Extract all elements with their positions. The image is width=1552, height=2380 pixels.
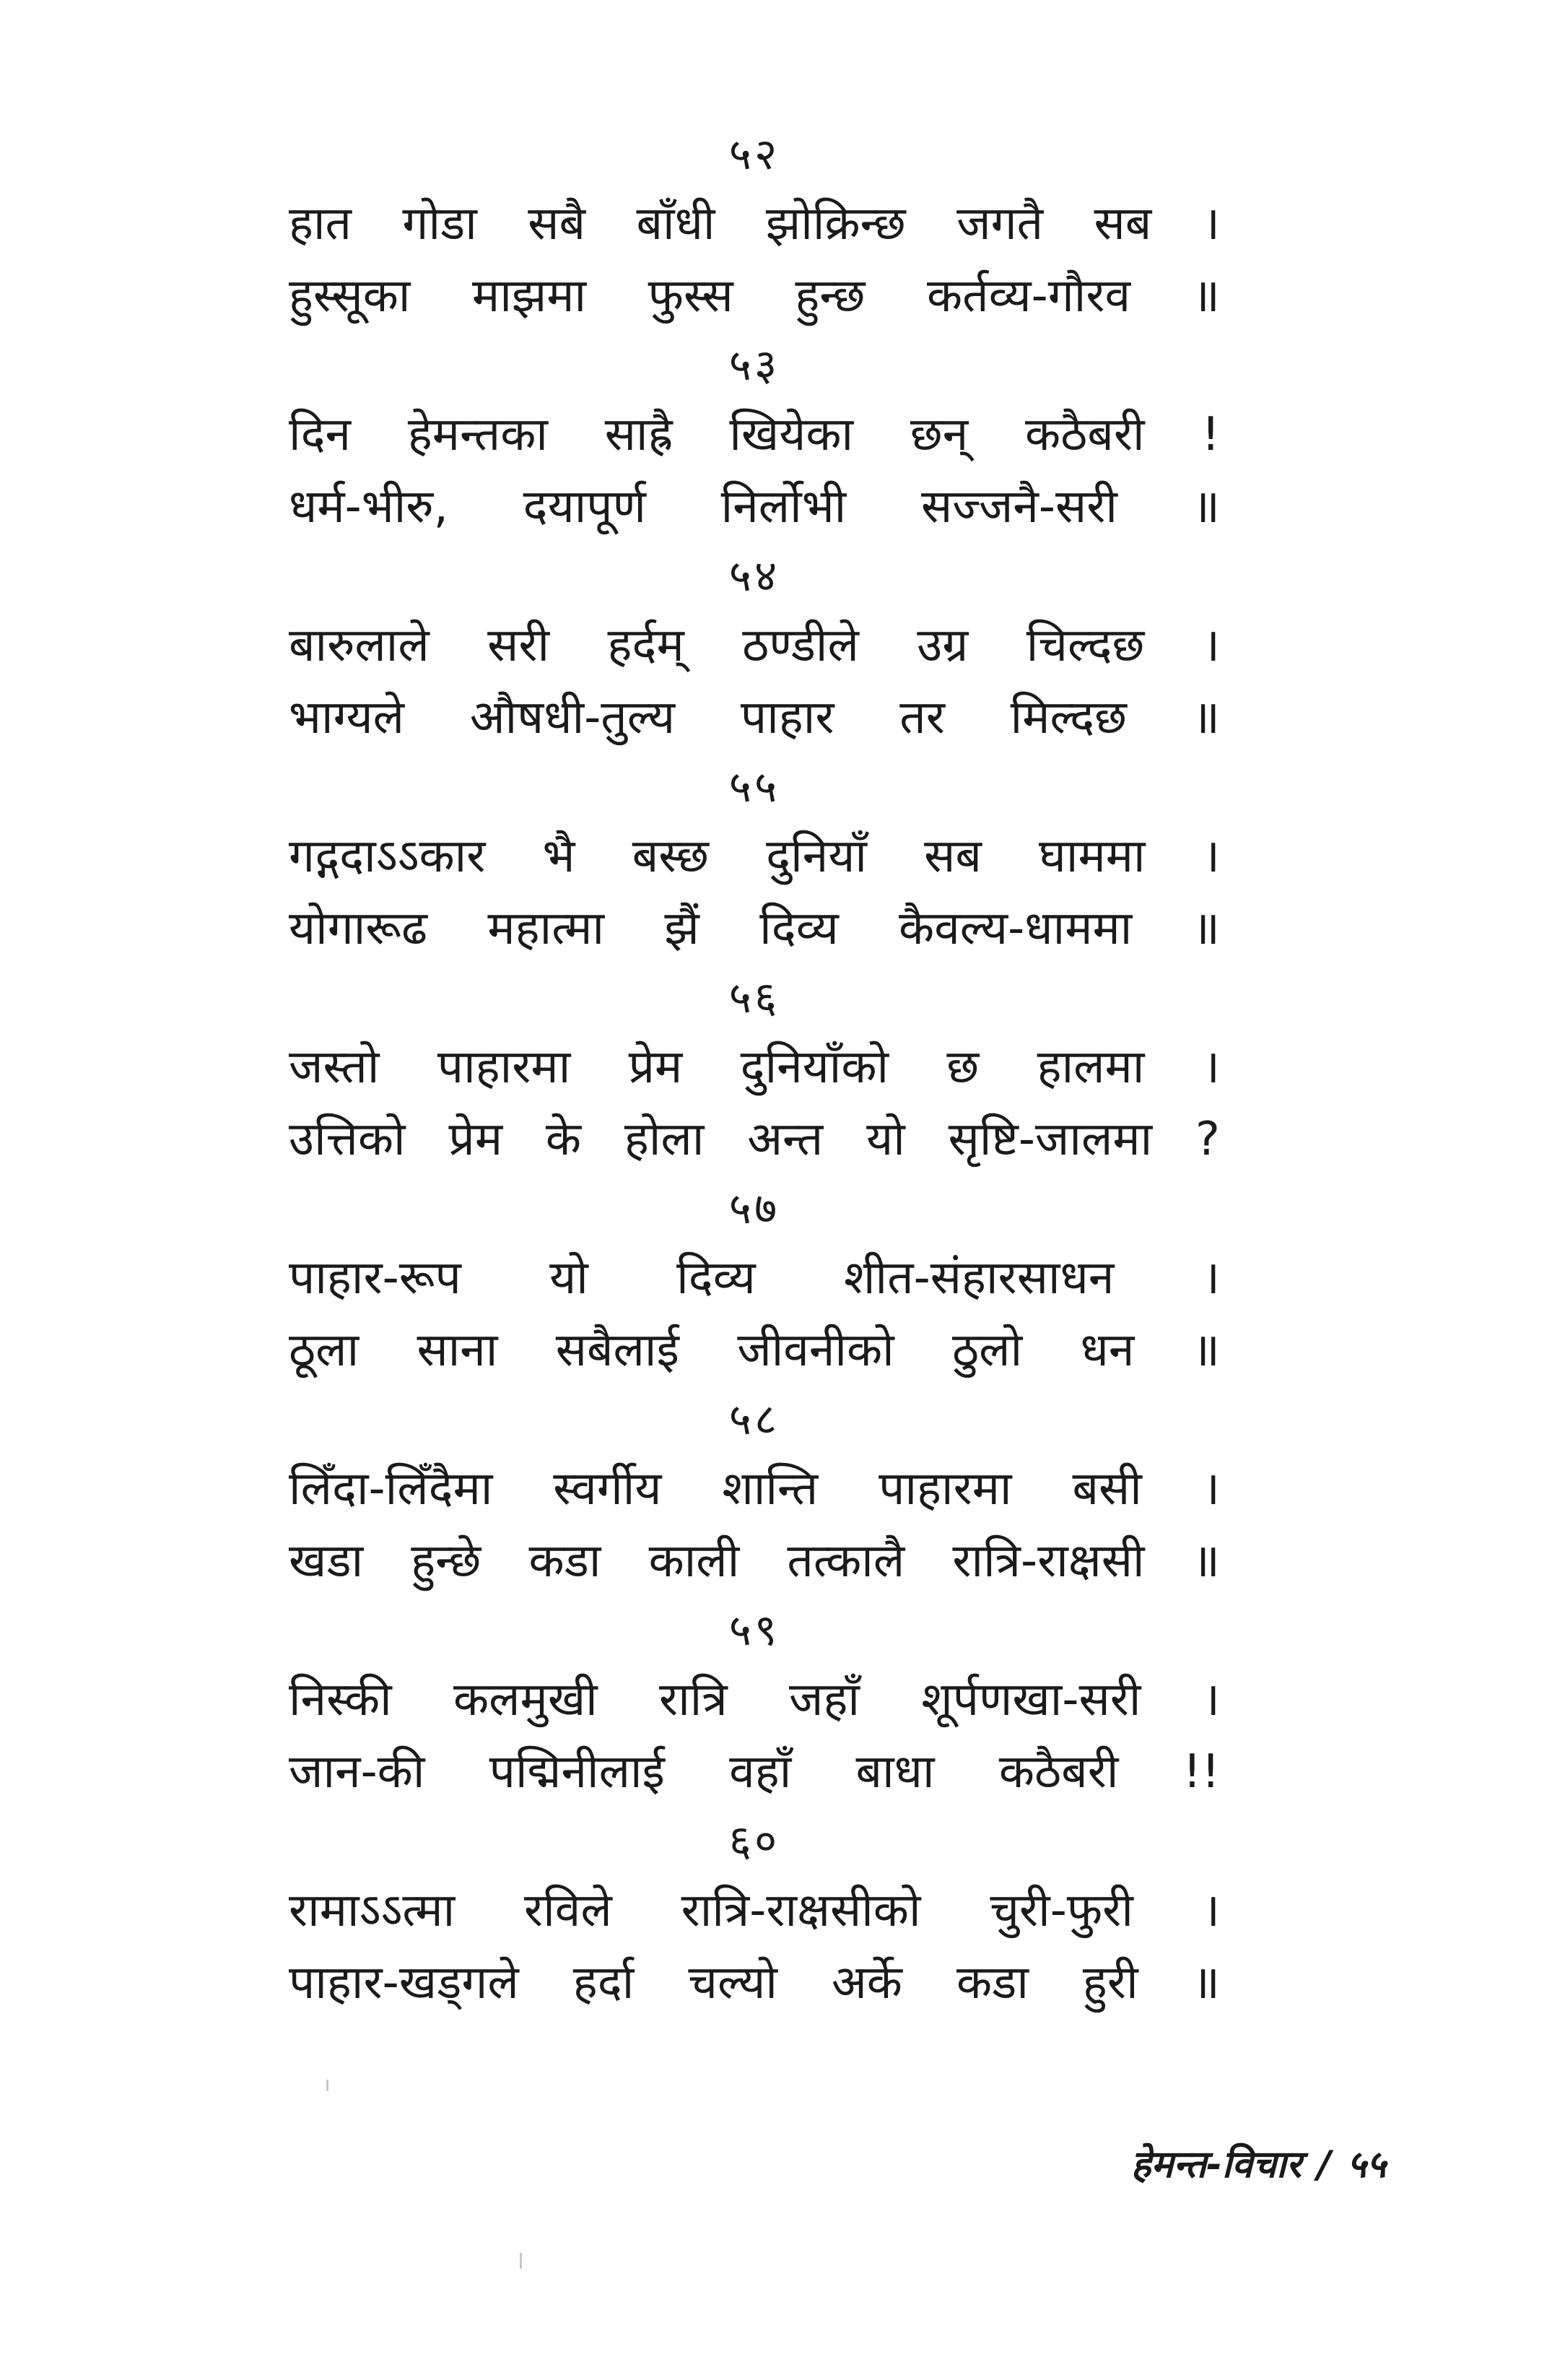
verse (289, 121, 1220, 332)
running-footer (1131, 2137, 1386, 2189)
verse-line: लिँदा-लिँदैमा स्वर्गीय शान्ति पाहारमा बसी । (289, 1462, 1220, 1516)
verse-line: पाहार-खड्गले हर्दा चल्यो अर्के कडा हुरी ॥ (289, 1956, 1220, 2010)
verse-line: हात गोडा सबै बाँधी झोक्रिन्छ जगतै सब । (289, 197, 1220, 251)
verse (289, 1386, 1220, 1597)
verse (289, 332, 1220, 543)
verse (289, 1808, 1220, 2019)
verse-line: दिन हेमन्तका साह्रै खियेका छन् कठैबरी ! (289, 408, 1220, 461)
verse-number: ५३ (728, 340, 780, 391)
verse-number: ५९ (728, 1605, 780, 1656)
verse-number: ५२ (728, 129, 780, 180)
verse-number: ५८ (728, 1394, 780, 1445)
verse-line: योगारूढ महात्मा झैं दिव्य कैवल्य-धाममा ॥ (289, 902, 1220, 955)
verse-line: जान-की पद्मिनीलाई वहाँ बाधा कठैबरी !! (289, 1745, 1220, 1799)
verse-number: ५७ (728, 1184, 780, 1234)
verse-line: ठूला साना सबैलाई जीवनीको ठुलो धन ॥ (289, 1324, 1220, 1377)
verse-line: खडा हुन्छे कडा काली तत्कालै रात्रि-राक्षसी ॥ (289, 1534, 1220, 1588)
verse-line: निस्की कलमुखी रात्रि जहाँ शूर्पणखा-सरी । (289, 1673, 1220, 1727)
verse-number: ६० (728, 1816, 780, 1867)
verse-line: बारुलाले सरी हर्दम् ठण्डीले उग्र चिल्दछ । (289, 619, 1220, 672)
verse-line: भाग्यले औषधी-तुल्य पाहार तर मिल्दछ ॥ (289, 691, 1220, 744)
verse-list (289, 121, 1220, 2019)
verse-line: रामाऽऽत्मा रविले रात्रि-राक्षसीको चुरी-फुरी । (289, 1884, 1220, 1937)
scan-mark (520, 2253, 522, 2269)
verse-line: गद्गदाऽऽकार भै बस्छ दुनियाँ सब घाममा । (289, 830, 1220, 883)
verse-number: ५५ (728, 762, 780, 812)
verse (289, 965, 1220, 1176)
footer-separator: / (1317, 2143, 1331, 2186)
verse-number: ५४ (728, 551, 780, 601)
verse-line: पाहार-रूप यो दिव्य शीत-संहारसाधन । (289, 1251, 1220, 1305)
verse (289, 543, 1220, 754)
verse (289, 754, 1220, 965)
page-number: ५५ (1346, 2143, 1386, 2186)
book-title: हेमन्त-विचार (1130, 2143, 1302, 2186)
verse-line: जस्तो पाहारमा प्रेम दुनियाँको छ हालमा । (289, 1041, 1220, 1094)
verse (289, 1597, 1220, 1808)
verse-line: हुस्सूका माझमा फुस्स हुन्छ कर्तव्य-गौरव ॥ (289, 269, 1220, 323)
verse (289, 1176, 1220, 1386)
verse-number: ५६ (728, 973, 780, 1023)
verse-line: उत्तिको प्रेम के होला अन्त यो सृष्टि-जालमा ? (289, 1113, 1220, 1166)
scan-mark (326, 2080, 328, 2091)
verse-line: धर्म-भीरु, दयापूर्ण निर्लोभी सज्जनै-सरी ॥ (289, 480, 1220, 534)
